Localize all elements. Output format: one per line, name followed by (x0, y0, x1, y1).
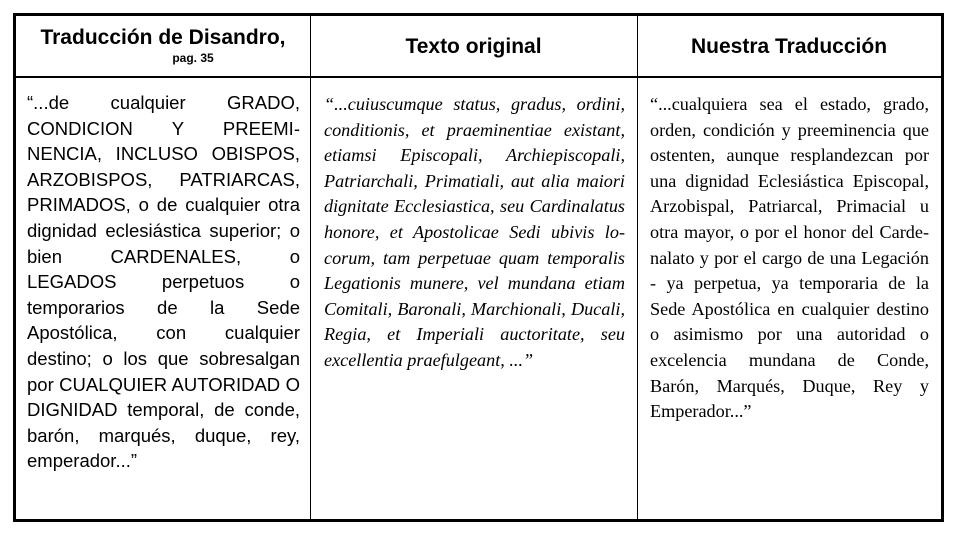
column-disandro-translation (16, 16, 311, 519)
column-header (16, 16, 310, 78)
column-header (637, 16, 941, 78)
column-body (310, 78, 637, 374)
column-header (310, 16, 637, 78)
column-original-text (310, 16, 638, 519)
disandro-translation-text: “...de cualquier GRADO, CONDICION Y PREEMINENCIA, INCLUSO OBISPOS, ARZOBISPOS, PATRIARCAS, PRIMADOS, o de cualquier otra dignidad eclesiástica superior; o bien CARDENALES, o LEGADOS perpetuos o temporarios de la Sede Apostólica, con cualquier destino; o los que sobresalgan por CUALQUIER AUTORIDAD O DIGNIDAD temporal, de conde, barón, marqués, duque, rey, emperador...” (27, 92, 300, 472)
original-latin-text: “...cuiuscumque status, gradus, ordini, conditionis, et praeminentiae existant, etiamsi Episcopali, Archiepiscopali, Patriarchali, Primatiali, aut alia maiori dignitate Ecclesiastica, seu Cardinalatus honore, et Apostolicae Sedi ubivis locorum, tam perpetuae quam temporalis Legationis munere, vel mundana etiam Comitali, Baronali, Marchionali, Ducali, Regia, et Imperiali auctoritate, seu excellentia praefulgeant, ...” (324, 94, 625, 370)
column-subtitle: pag. 35 (172, 51, 214, 65)
our-translation-text: “...cualquiera sea el estado, grado, orden, condición y preeminencia que ostenten, aunque resplandezcan por una dignidad Eclesiástica Episcopal, Arzobispal, Patriarcal, Primacial u otra mayor, o por el honor del Cardenalato y por el cargo de una Legación - ya perpetua, ya temporaria de la Sede Apostólica en cualquier destino o asimismo por una autoridad o excelencia mundana de Conde, Barón, Marqués, Duque, Rey y Emperador...” (650, 94, 929, 422)
column-our-translation (637, 16, 941, 519)
column-title: Nuestra Traducción (690, 35, 888, 58)
column-title: Texto original (405, 35, 542, 58)
column-body (637, 78, 941, 425)
comparison-table (13, 13, 944, 522)
column-body (16, 78, 310, 474)
column-title: Traducción de Disandro, (40, 26, 286, 49)
